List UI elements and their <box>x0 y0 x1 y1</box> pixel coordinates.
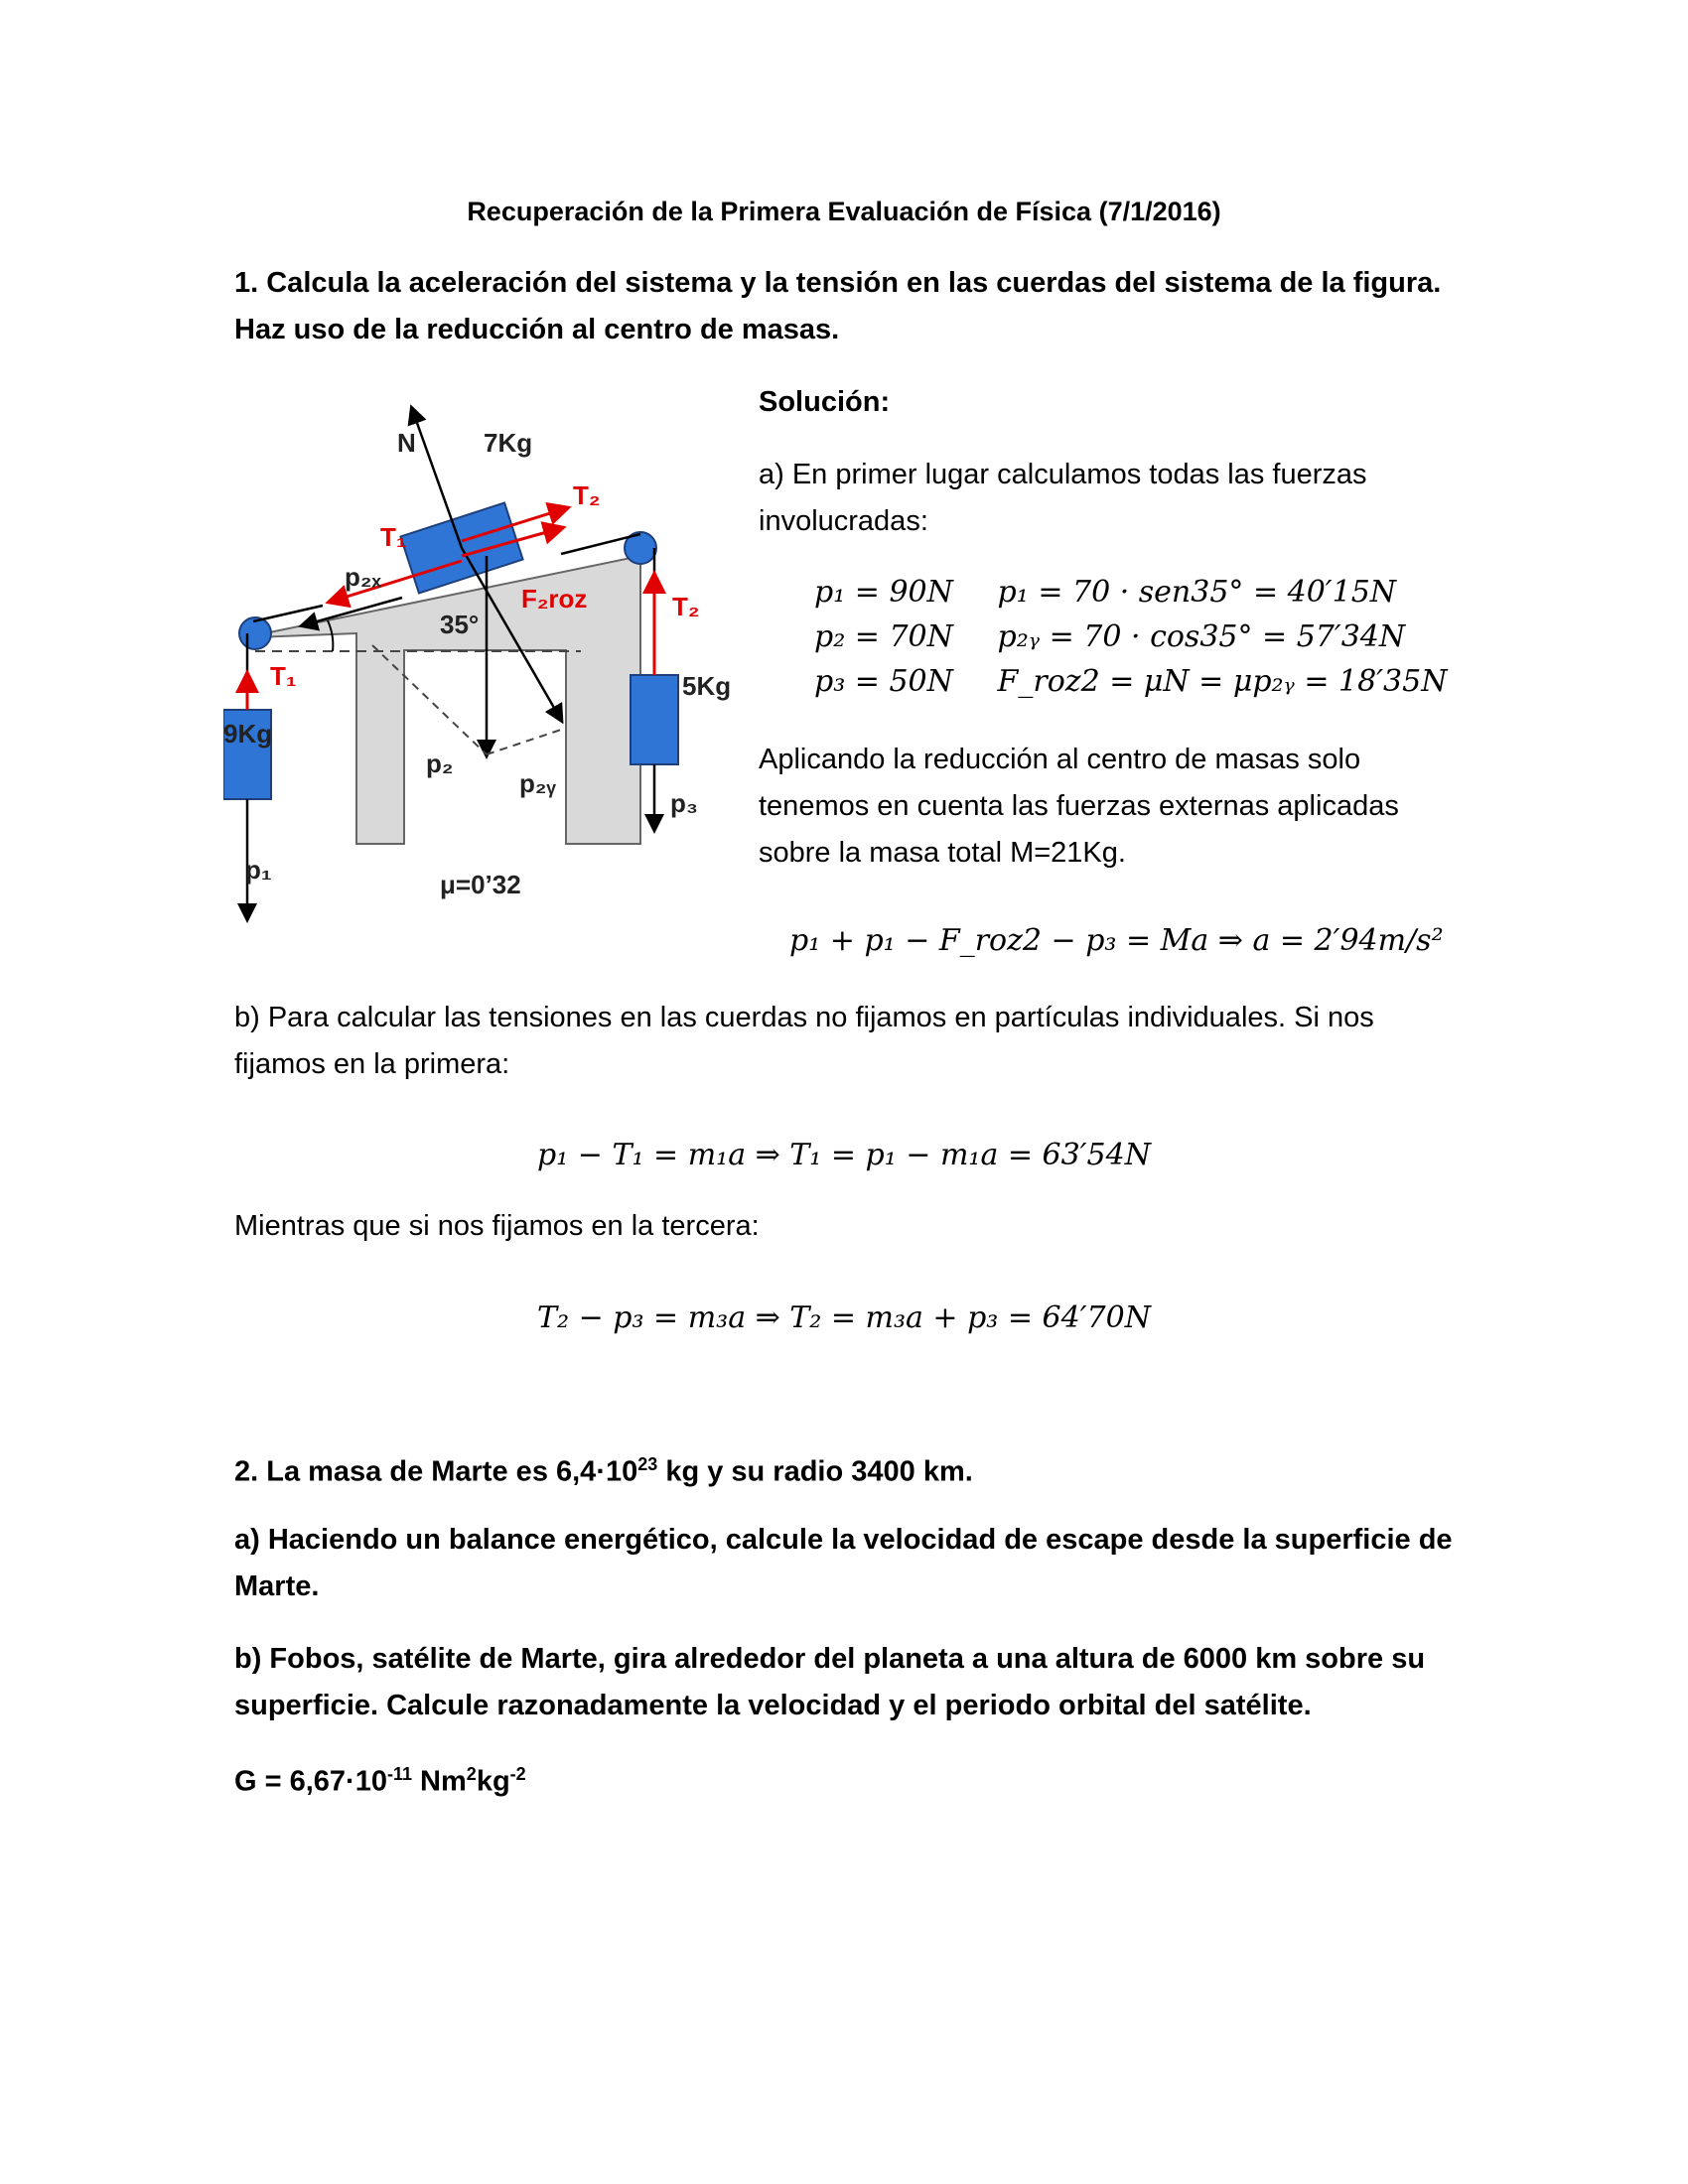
question-2b-line-2: superficie. Calcule razonadamente la velocidad y el periodo orbital del satélite. <box>234 1690 1312 1721</box>
solution-a-line-1: a) En primer lugar calculamos todas las fuerzas <box>759 459 1367 490</box>
q2-intro-exponent: 23 <box>637 1454 658 1474</box>
question-1 <box>234 260 1485 353</box>
question-2a-line-2: Marte. <box>234 1570 320 1602</box>
g-unit-kg: kg <box>476 1765 510 1798</box>
paragraph-line-2: tenemos en cuenta las fuerzas externas aplicadas <box>759 790 1399 822</box>
g-exponent-1: -11 <box>386 1764 412 1784</box>
gravitational-constant <box>234 1751 1485 1806</box>
forces-equations <box>814 570 1447 704</box>
label-p2y: p₂ᵧ <box>519 768 556 798</box>
label-n: N <box>397 428 416 458</box>
label-t2-right: T₂ <box>672 592 700 621</box>
acceleration-equation: p₁ + p₁ − F_roz2 − p₃ = Ma ⇒ a = 2′94m/s² <box>789 923 1444 958</box>
eq-p1-component: p₁ = 70 · sen35° = 40′15N <box>997 575 1397 610</box>
label-t1-block: T₁ <box>380 522 407 552</box>
label-p3: p₃ <box>670 788 698 818</box>
label-p1: p₁ <box>245 855 272 885</box>
eq-p2: p₂ = 70N <box>814 619 953 654</box>
label-mu: μ=0’32 <box>440 870 521 899</box>
center-of-mass-paragraph <box>759 737 1474 877</box>
question-1-line-1: 1. Calcula la aceleración del sistema y la tensión en las cuerdas del sistema de la figura. <box>234 267 1442 299</box>
paragraph-line-3: sobre la masa total M=21Kg. <box>759 837 1126 869</box>
eq-p2y: p₂ᵧ = 70 · cos35° = 57′34N <box>997 619 1406 654</box>
question-2-intro <box>234 1441 1485 1496</box>
mass-5kg-block <box>631 675 678 764</box>
label-p2: p₂ <box>426 749 454 778</box>
label-friction: F₂roz <box>521 584 588 614</box>
solution-b-line-1: b) Para calcular las tensiones en las cuerdas no fijamos en partículas individuales. Si nos <box>234 1002 1374 1033</box>
question-2b-line-1: b) Fobos, satélite de Marte, gira alrededor del planeta a una altura de 6000 km sobre su <box>234 1643 1426 1675</box>
g-exponent-2: 2 <box>466 1764 477 1784</box>
solution-b <box>234 995 1485 1088</box>
eq-p1: p₁ = 90N <box>814 575 953 610</box>
question-2a-line-1: a) Haciendo un balance energético, calcule la velocidad de escape desde la superficie de <box>234 1524 1453 1556</box>
g-unit-nm: Nm <box>412 1765 467 1798</box>
question-2b <box>234 1636 1485 1729</box>
solution-a-intro <box>759 452 1474 545</box>
equation-row <box>814 570 1447 614</box>
tension-1-equation: p₁ − T₁ = m₁a ⇒ T₁ = p₁ − m₁a = 63′54N <box>537 1138 1151 1172</box>
label-5kg: 5Kg <box>682 671 732 701</box>
solution-b-line-2: fijamos en la primera: <box>234 1048 510 1080</box>
label-7kg: 7Kg <box>484 428 533 458</box>
paragraph-line-1: Aplicando la reducción al centro de masas solo <box>759 744 1361 775</box>
label-angle: 35° <box>440 610 480 639</box>
question-1-line-2: Haz uso de la reducción al centro de masas. <box>234 314 840 345</box>
label-9kg: 9Kg <box>223 719 273 749</box>
question-2a <box>234 1517 1485 1610</box>
eq-friction: F_roz2 = μN = μp₂ᵧ = 18′35N <box>997 664 1448 699</box>
third-mass-text: Mientras que si nos fijamos en la tercera: <box>234 1210 760 1242</box>
g-text: G = 6,67·10 <box>234 1765 387 1798</box>
page-title: Recuperación de la Primera Evaluación de Física (7/1/2016) <box>467 197 1221 226</box>
label-t2-block: T₂ <box>573 480 601 510</box>
g-exponent-3: -2 <box>509 1764 526 1784</box>
equation-row <box>814 659 1447 704</box>
q2-intro-text-end: kg y su radio 3400 km. <box>657 1455 973 1488</box>
eq-p3: p₃ = 50N <box>814 664 953 699</box>
q2-intro-text: 2. La masa de Marte es 6,4·10 <box>234 1455 638 1488</box>
solution-heading: Solución: <box>759 386 891 418</box>
label-p2x: p₂ₓ <box>345 562 381 592</box>
solution-a-line-2: involucradas: <box>759 505 928 537</box>
label-t1-left: T₁ <box>270 661 297 691</box>
equation-row <box>814 614 1447 659</box>
physics-diagram <box>223 377 760 933</box>
tension-2-equation: T₂ − p₃ = m₃a ⇒ T₂ = m₃a + p₃ = 64′70N <box>537 1300 1151 1335</box>
